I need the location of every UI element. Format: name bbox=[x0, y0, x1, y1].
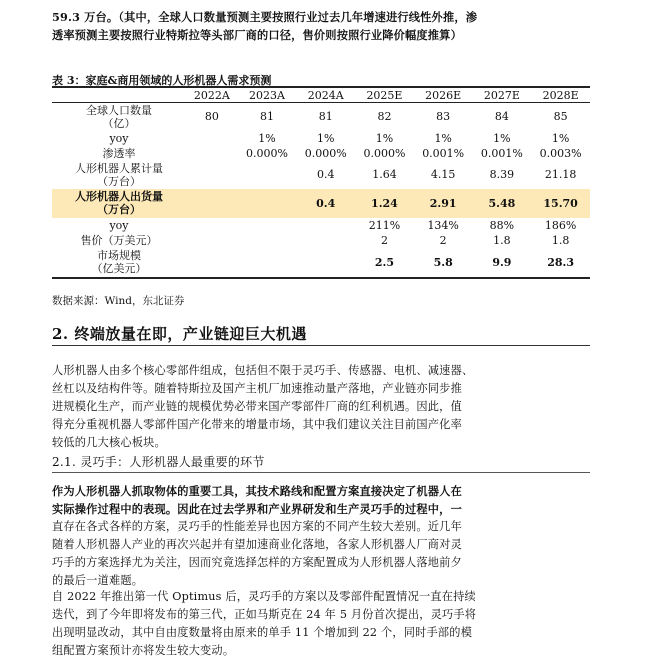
table-cell: 82 bbox=[377, 110, 392, 124]
table-cell bbox=[186, 248, 238, 278]
table-cell: 88% bbox=[489, 218, 515, 232]
table-row bbox=[52, 161, 590, 189]
table-source: 数据来源：Wind，东北证券 bbox=[52, 295, 185, 307]
text-line: 实际操作过程中的表现。因此在过去学界和产业界研发和生产灵巧手的过程中，一 bbox=[52, 502, 462, 516]
table-cell: 15.70 bbox=[531, 189, 590, 218]
text-line: 直存在各式各样的方案，灵巧手的性能差异也因方案的不同产生较大差别。近几年 bbox=[52, 520, 462, 533]
table-cell: 186% bbox=[544, 218, 577, 232]
table-cell: 211% bbox=[368, 218, 401, 232]
table-cell: 28.3 bbox=[531, 248, 590, 278]
table-cell: 5.48 bbox=[473, 189, 532, 218]
table-row bbox=[52, 218, 590, 233]
text-line: 丝杠以及结构件等。随着特斯拉及国产主机厂加速推动量产落地，产业链亦同步推 bbox=[52, 382, 462, 395]
text-line: 出现明显改动，其中自由度数量将由原来的单手 11 个增加到 22 个，同时手部的模 bbox=[52, 626, 473, 639]
table-cell: 9.9 bbox=[473, 248, 532, 278]
table-cell bbox=[238, 161, 297, 189]
subsection-heading: 2.1. 灵巧手：人形机器人最重要的环节 bbox=[52, 455, 265, 469]
table-cell: 1% bbox=[493, 131, 511, 145]
text-line: 随着人形机器人产业的再次兴起并有望加速商业化落地，各家人形机器人厂商对灵 bbox=[52, 538, 462, 551]
intro-line-1: 59.3 万台。（其中，全球人口数量预测主要按照行业过去几年增速进行线性外推，渗 bbox=[52, 10, 478, 24]
table-cell: 81 bbox=[260, 110, 275, 124]
text-line: 的最后一道难题。 bbox=[52, 574, 144, 587]
text-line: 自 2022 年推出第一代 Optimus 后，灵巧手的方案以及零部件配置情况一直在持续 bbox=[52, 590, 476, 603]
text-line: 巧手的方案选择尤为关注，因而究竟选择怎样的方案配置成为人形机器人落地前夕 bbox=[52, 556, 462, 569]
table-cell: 21.18 bbox=[544, 168, 577, 181]
table-header-cell: 2025E bbox=[355, 87, 414, 103]
table-cell: 0.000% bbox=[304, 146, 347, 160]
table-cell: 1.64 bbox=[372, 168, 397, 181]
section-divider bbox=[52, 345, 590, 346]
section2-paragraph bbox=[52, 362, 492, 452]
table-header-cell: 2022A bbox=[186, 87, 238, 103]
table-cell bbox=[186, 233, 238, 248]
table-caption: 表 3：家庭&商用领域的人形机器人需求预测 bbox=[52, 74, 272, 87]
table-header-cell: 2023A bbox=[238, 87, 297, 103]
table-cell bbox=[186, 189, 238, 218]
table-header-cell bbox=[52, 87, 186, 103]
table-row bbox=[52, 103, 590, 131]
table-cell: 2 bbox=[439, 233, 447, 247]
row-label: 市场规模 （亿美元） bbox=[52, 248, 186, 278]
table-cell: 1% bbox=[317, 131, 335, 145]
table-cell bbox=[296, 248, 355, 278]
text-line: 迭代，到了今年即将发布的第三代，正如马斯克在 24 年 5 月份首次提出，灵巧手将 bbox=[52, 608, 477, 621]
table-cell bbox=[186, 218, 238, 233]
table-cell: 1.8 bbox=[493, 233, 511, 247]
row-label: 人形机器人出货量 （万台） bbox=[52, 189, 186, 218]
table-row-highlighted bbox=[52, 189, 590, 218]
table-row bbox=[52, 146, 590, 161]
table-header-cell: 2026E bbox=[414, 87, 473, 103]
text-line: 得充分重视机器人零部件国产化带来的增量市场，其中我们建议关注目前国产化率 bbox=[52, 418, 462, 431]
table-cell: 2.91 bbox=[414, 189, 473, 218]
table-cell: 0.001% bbox=[422, 146, 465, 160]
table-cell: 0.4 bbox=[296, 189, 355, 218]
table-cell: 2.5 bbox=[355, 248, 414, 278]
table-cell: 4.15 bbox=[430, 168, 456, 181]
table-cell: 81 bbox=[318, 110, 333, 124]
table-cell: 0.003% bbox=[539, 146, 582, 160]
text-line: 较低的几大核心板块。 bbox=[52, 436, 166, 449]
text-line: 作为人形机器人抓取物体的重要工具，其技术路线和配置方案直接决定了机器人在 bbox=[52, 484, 462, 498]
table-header-cell: 2028E bbox=[531, 87, 590, 103]
table-cell: 1.24 bbox=[355, 189, 414, 218]
table-cell bbox=[238, 189, 297, 218]
table-cell: 83 bbox=[436, 110, 451, 124]
table-cell bbox=[296, 233, 355, 248]
row-label: 售价（万美元） bbox=[80, 233, 158, 247]
table-header-cell: 2024A bbox=[296, 87, 355, 103]
demand-forecast-table bbox=[52, 86, 590, 279]
row-label: yoy bbox=[109, 131, 129, 145]
intro-line-2: 透率预测主要按照行业特斯拉等头部厂商的口径，售价则按照行业降价幅度推算） bbox=[52, 28, 462, 42]
table-cell bbox=[186, 161, 238, 189]
text-line: 组配置方案预计亦将发生较大变动。 bbox=[52, 644, 235, 657]
table-cell bbox=[186, 146, 238, 161]
section-heading: 2. 终端放量在即，产业链迎巨大机遇 bbox=[52, 325, 307, 343]
table-cell: 1% bbox=[375, 131, 394, 145]
table-cell bbox=[238, 218, 297, 233]
table-cell: 0.000% bbox=[363, 146, 406, 160]
table-cell: 80 bbox=[204, 110, 219, 124]
table-cell bbox=[186, 131, 238, 146]
text-line: 人形机器人由多个核心零部件组成，包括但不限于灵巧手、传感器、电机、减速器、 bbox=[52, 364, 474, 377]
table-header-row bbox=[52, 87, 590, 103]
table-cell: 1% bbox=[434, 131, 452, 145]
table-cell: 5.8 bbox=[414, 248, 473, 278]
table-cell: 1% bbox=[258, 131, 276, 145]
subsection-divider bbox=[52, 472, 590, 473]
table-row bbox=[52, 248, 590, 278]
table-cell: 0.001% bbox=[480, 146, 523, 160]
table-header-cell: 2027E bbox=[473, 87, 532, 103]
row-label: yoy bbox=[109, 218, 129, 232]
table-cell bbox=[238, 233, 297, 248]
text-line: 进规模化生产，而产业链的规模优势必带来国产零部件厂商的红利机遇。因此，值 bbox=[52, 400, 462, 413]
table-cell bbox=[238, 248, 297, 278]
table-cell: 84 bbox=[494, 110, 509, 124]
row-label: 全球人口数量 （亿） bbox=[86, 103, 152, 130]
table-cell: 134% bbox=[427, 218, 459, 232]
row-label: 渗透率 bbox=[102, 146, 136, 160]
section21-paragraph-1 bbox=[52, 482, 492, 590]
table-row bbox=[52, 233, 590, 248]
table-cell bbox=[296, 218, 355, 233]
row-label: 人形机器人累计量 （万台） bbox=[75, 161, 163, 188]
section21-paragraph-2 bbox=[52, 588, 492, 660]
table-cell: 0.000% bbox=[246, 146, 288, 160]
table-cell: 2 bbox=[380, 233, 388, 247]
table-cell: 8.39 bbox=[489, 168, 515, 181]
table-cell: 85 bbox=[553, 110, 568, 124]
table-row bbox=[52, 131, 590, 146]
intro-text bbox=[52, 8, 592, 44]
table-cell: 1% bbox=[551, 131, 570, 145]
table-cell: 1.8 bbox=[551, 233, 570, 247]
table-cell: 0.4 bbox=[316, 168, 335, 181]
